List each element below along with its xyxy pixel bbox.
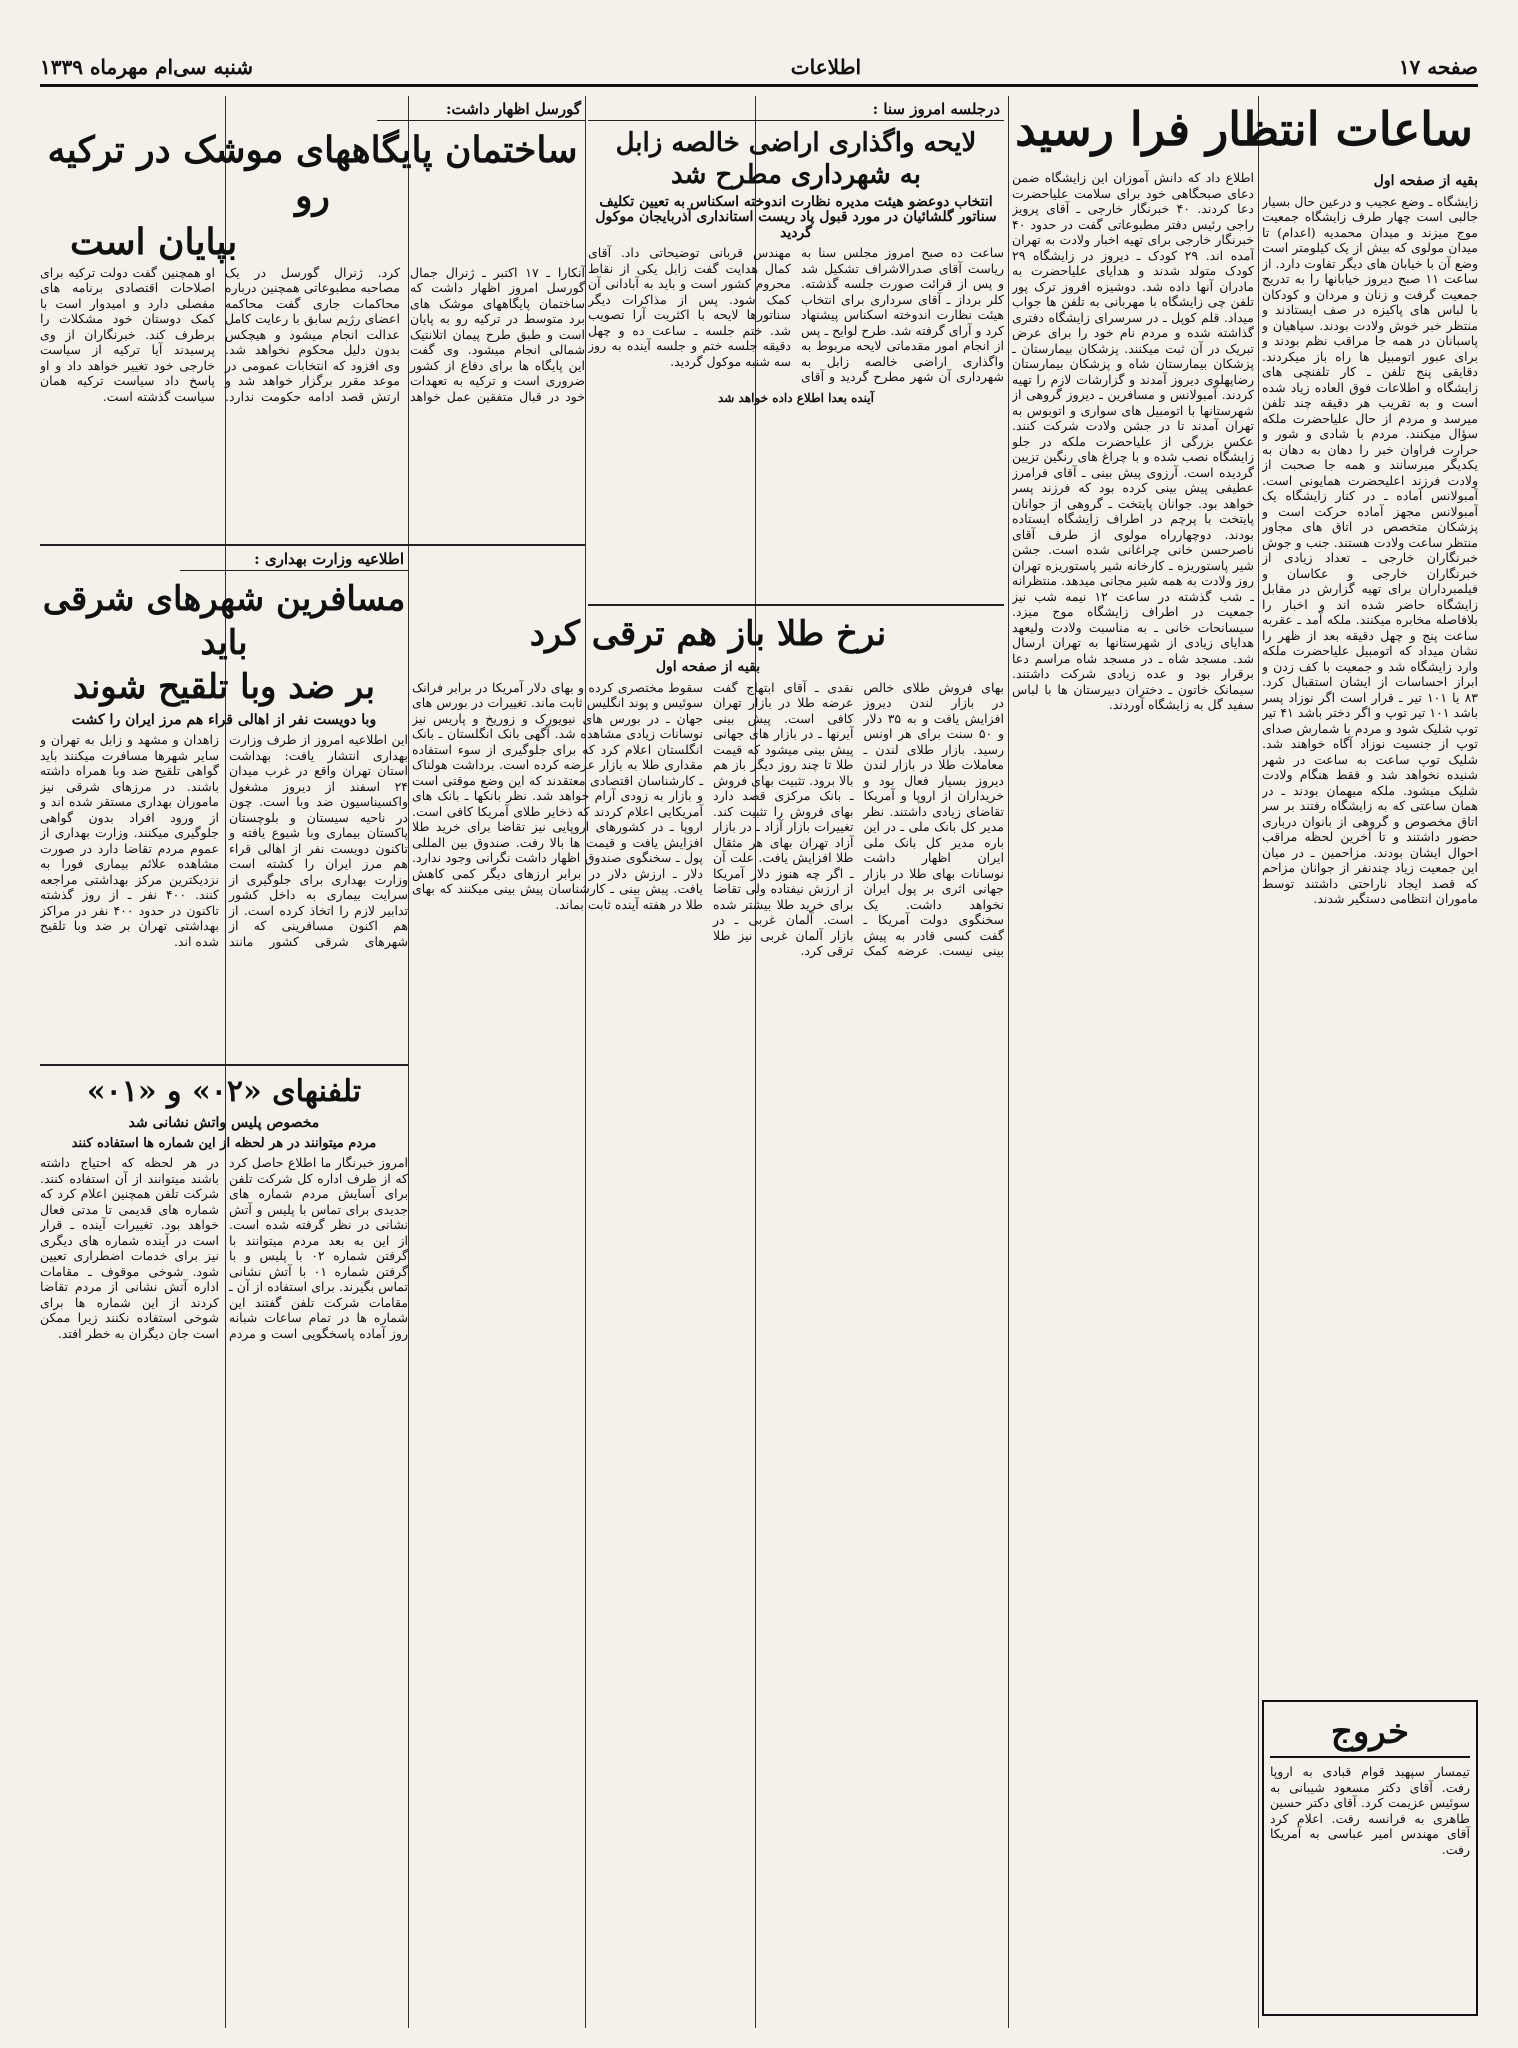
section-rule xyxy=(40,544,585,546)
section-rule xyxy=(40,1064,408,1066)
lead-continuation-column xyxy=(1012,170,1254,2026)
missiles-headline-2: بپایان است xyxy=(70,220,238,263)
senate-fineprint: آینده بعدا اطلاع داده خواهد شد xyxy=(718,390,874,405)
page-number: صفحه ۱۷ xyxy=(1398,55,1478,79)
senate-headline-2: به شهرداری مطرح شد xyxy=(671,159,921,190)
missiles-headline-1: ساختمان پایگاههای موشک در ترکیه رو xyxy=(47,128,578,217)
missiles-article xyxy=(40,100,585,540)
lead-body: زایشگاه ـ وضع عجیب و درعین حال بسیار جالبی است چهار طرف زایشگاه جمعیت موج میزند و میدان محمدیه (اعدام) تا میدان مولوی که بیش از یک کیلومتر است وضع آن با خیابان های دیگر تفاوت دارد. از ساعت ۱۱ صبح دیروز خیابانها را به تدریج جمعیت گرفت و زنان و مردان و کودکان با لباس های پاکیزه در صف ایستادند و منتظر خبر خوش ولادت بودند. سپاهیان و پاسبانان در همه جا مراقب نظم بودند و برای عبور اتومبیل ها راه باز میکردند. دقایقی پنج تلفن ـ کار تلفنچی های زایشگاه و اطلاعات فوق العاده زیاد شده است و به تقریب هر دقیقه چند تلفن میرسد و مردم از حال علیاحضرت ملکه سؤال میکنند. مردم با شادی و شور و حرارت فراوان خبر را دهان به دهان به یکدیگر میرسانند و همه جا صحبت از ولادت فرزند اعلیحضرت همایونی است. آمبولانس آماده ـ در کنار زایشگاه یک آمبولانس مجهز آماده حرکت است و پزشکان متخصص در اتاق های مجاور منتظر ساعت ولادت هستند. جنب و جوش خبرنگاران خارجی ـ تعداد زیادی از خبرنگاران خارجی و عکاسان و فیلمبرداران برای تهیه گزارش در مقابل زایشگاه حاضر شده اند و اخبار را بلافاصله مخابره میکنند. ملکه آمد ـ عقربه ساعت پنج و چهل دقیقه بعد از ظهر را نشان میداد که اتومبیل علیاحضرت ملکه وارد زایشگاه شد و جمعیت با کف زدن و ابراز احساسات از ایشان استقبال کرد. ۸۳ یا ۱۰۱ تیر ـ قرار است اگر نوزاد پسر باشد ۱۰۱ تیر توپ و اگر دختر باشد ۴۱ تیر توپ شلیک شود و مردم با شمارش صدای توپ از جنسیت نوزاد آگاه خواهند شد. شلیک توپ ساعت به ساعت در شهر شنیده نخواهد شد و فقط هنگام ولادت شلیک میشود. ملکه میهمان بودند ـ در همان ساعتی که به زایشگاه رفتند بر سر اتاق مخصوص و گروهی از بانوان درباری حضور داشتند و تا آخرین لحظه مراقب احوال ایشان بودند. مزاحمین ـ در میان این جمعیت زیاد چندنفر از جوانان مزاحم که قصد ایجاد ناراحتی داشتند توسط ماموران انتظامی دستگیر شدند. xyxy=(1262,193,1478,906)
masthead xyxy=(40,50,1478,87)
column-rule xyxy=(1008,96,1009,2028)
cholera-subheadline: وبا دویست نفر از اهالی قراء هم مرز ایران را کشت xyxy=(71,711,377,728)
cholera-headline-2: بر ضد وبا تلقیح شوند xyxy=(72,666,375,707)
gold-continued: بقیه از صفحه اول xyxy=(655,659,761,675)
khorooj-headline: خروج xyxy=(1270,1708,1470,1758)
senate-headline-1: لایحه واگذاری اراضی خالصه زابل xyxy=(615,127,977,158)
gold-body-2: سقوط مختصری کرده و بهای دلار آمریکا در برابر فرانک سوئیس و پوند انگلیس ثابت ماند. تغییرات در بورس های جهان ـ در بورس های نیویورک و زوریخ و پاریس نیز نوسانات زیادی مشاهده شد. آگهی بانک انگلستان ـ بانک انگلستان اعلام کرد که برای جلوگیری از سوء استفاده مقداری طلا به بازار عرضه کرده است. برداشت هولناک ـ کارشناسان اقتصادی معتقدند که این وضع موقتی است و بازار به زودی آرام خواهد شد. نظر بانکها ـ بانک های آمریکایی اعلام کردند که ذخایر طلای آمریکا کافی است. اروپا ـ در کشورهای اروپایی نیز تقاضا برای خرید طلا افزایش یافت و قیمت ها بالا رفت. صندوق بین المللی پول ـ سخنگوی صندوق اظهار داشت نگرانی وجود ندارد. دلار ـ ارزش دلار در برابر ارزهای دیگر کمی کاهش یافت. پیش بینی ـ کارشناسان پیش بینی میکنند که بهای طلا در هفته آینده ثابت بماند. xyxy=(412,679,703,912)
senate-kicker: درجلسه امروز سنا : xyxy=(588,100,1004,121)
senate-article xyxy=(588,100,1004,600)
senate-body: ساعت ده صبح امروز مجلس سنا به ریاست آقای صدرالاشراف تشکیل شد و پس از قرائت صورت جلسه گذشته. کلر برداز ـ آقای سرداری برای انتخاب هیئت نظارت اندوخته اسکناس پیشنهاد کرد و آرای گرفته شد. طرح لوایح ـ پس از انجام امور مقدماتی لایحه مربوط به واگذاری اراضی خالصه زابل به شهرداری آن شهر مطرح گردید و آقای مهندس قربانی توضیحاتی داد. آقای کمال هدایت گفت زابل یکی از نقاط محروم کشور است و باید به آبادانی آن کمک شود. پس از مذاکرات دیگر سناتورها لایحه با اکثریت آرا تصویب شد. ختم جلسه ـ ساعت ده و چهل دقیقه جلسه ختم و جلسه آینده به روز سه شنبه موکول گردید. xyxy=(588,245,1004,384)
lead-headline: ساعات انتظار فرا رسید xyxy=(1015,102,1473,156)
phones-subheadline-1: مخصوص پلیس واتش نشانی شد xyxy=(128,1115,320,1131)
paper-name: اطلاعات xyxy=(790,55,862,79)
column-rule xyxy=(1258,96,1259,2028)
issue-date: شنبه سی‌ام مهرماه ۱۳۳۹ xyxy=(40,55,254,79)
gold-columns xyxy=(412,680,1004,965)
gold-body: بهای فروش طلای خالص در بازار لندن دیروز افزایش یافت و به ۳۵ دلار و ۵۰ سنت برای هر اونس رسید. بازار طلای لندن ـ معاملات طلا در بازار لندن دیروز بسیار فعال بود و خریداران از اروپا و آمریکا تقاضای زیادی داشتند. نظر مدیر کل بانک ملی ـ در این باره مدیر کل بانک ملی ایران اظهار داشت نوسانات بهای طلا در بازار جهانی اثری بر پول ایران نخواهد داشت. یک سخنگوی دولت آمریکا ـ گفت کسی قادر به پیش بینی نیست. عرضه کمک نقدی ـ آقای ابتهاج گفت عرضه طلا در بازار تهران کافی است. پیش بینی آیرنها ـ در بازار های جهانی پیش بینی میشود که قیمت طلا تا چند روز دیگر باز هم بالا برود. تثبیت بهای فروش ـ بانک مرکزی قصد دارد بهای فروش را تثبیت کند. تغییرات بازار آزاد ـ در بازار آزاد تهران بهای هر مثقال طلا افزایش یافت. علت آن ـ اگر چه هنوز دلار آمریکا از ارزش نیفتاده ولی تقاضا برای خرید طلا بیشتر شده است. آلمان غربی ـ در بازار آلمان غربی نیز طلا ترقی کرد. xyxy=(713,679,1004,958)
missiles-body: آنکارا ـ ۱۷ اکتبر ـ ژنرال جمال گورسل امروز اظهار داشت که ساختمان پایگاههای موشک های برد متوسط در ترکیه رو به پایان است و طبق طرح پیمان اتلانتیک شمالی انجام میشود. وی گفت این پایگاه ها برای دفاع از کشور ضروری است و ترکیه به تعهدات خود در قبال متفقین عمل خواهد کرد. ژنرال گورسل در یک مصاحبه مطبوعاتی همچنین درباره محاکمات جاری گفت محاکمه اعضای رژیم سابق با رعایت کامل عدالت انجام میشود و هیچکس بدون دلیل محکوم نخواهد شد. وی افزود که انتخابات عمومی در موعد مقرر برگزار خواهد شد و ارتش قصد ادامه حکومت ندارد. او همچنین گفت دولت ترکیه برای اصلاحات اقتصادی برنامه های مفصلی دارد و امیدوار است با کمک دوستان خود مشکلات را برطرف کند. خبرنگاران از وی پرسیدند آیا ترکیه از سیاست خارجی خود تغییر خواهد داد و او پاسخ داد سیاست ترکیه همان سیاست گذشته است. xyxy=(40,264,585,404)
phones-headline: تلفنهای «۰۲» و «۰۱» xyxy=(86,1074,362,1109)
col2-body: اطلاع داد که دانش آموزان این زایشگاه ضمن دعای صبحگاهی خود برای سلامت علیاحضرت دعا کردند. ۴۰ خبرنگار خارجی ـ آقای پرویز راجی رئیس دفتر مطبوعاتی گفت در حدود ۴۰ خبرنگار خارجی برای تهیه اخبار ولادت به تهران آمده اند. ۲۹ کودک ـ دیروز در زایشگاه ۲۹ کودک متولد شدند و هدایای علیاحضرت به مادران آنها داده شد. دوشیزه افروز ترک پور تلفن چی زایشگاه با مهربانی به تلفن ها جواب میداد. قلم کوپل ـ در سرسرای زایشگاه دفتری گذاشته شده و مردم نام خود را برای عرض تبریک در آن ثبت میکنند. پزشکان بیمارستان ـ پزشکان بیمارستان شاه و پزشکان بیمارستان رضاپهلوی دیروز آمدند و گزارشات لازم را تهیه کردند. آمبولانس و مسافرین ـ دیروز گروهی از شهرستانها با اتومبیل های سواری و اتوبوس به تهران آمدند تا در جشن ولادت شرکت کنند. عکس بزرگی از علیاحضرت ملکه در جلو زایشگاه نصب شده و با چراغ های رنگین تزیین گردیده است. آرزوی پیش بینی ـ آقای فرامرز عطیفی پیش بینی کرده بود که فرزند پسر خواهد بود. جوانان پایتخت ـ گروهی از جوانان پایتخت با پرچم در اطراف زایشگاه ایستاده بودند. دوچهارراه مولوی از طرف آقای ناصرحسن خانی چراغانی شده است. جشن شیر پاستوریزه ـ کارخانه شیر پاستوریزه تهران روز ولادت به همه شیر مجانی میدهد. منتظرانه ـ شب گذشته در ساعت ۱۲ نیمه شب نیز جمعیت در اطراف زایشگاه موج میزد. سیسانحات خانی ـ به مناسبت ولادت ولیعهد هدایای زیادی از شهرستانها به تهران ارسال شد. مسجد شاه ـ در مسجد شاه مراسم دعا برقرار بود و عده زیادی شرکت داشتند. سیمانک خاتون ـ دختران دبیرستان ها با لباس سفید گل به زایشگاه آوردند. xyxy=(1012,170,1254,712)
lead-headline-box xyxy=(1010,100,1478,160)
section-rule xyxy=(588,604,1004,606)
phones-article xyxy=(40,1072,408,2026)
phones-subheadline-2: مردم میتوانند در هر لحظه از این شماره ها استفاده کنند xyxy=(71,1135,377,1151)
cholera-headline-1: مسافرین شهرهای شرقی باید xyxy=(42,578,406,663)
senate-subheadline: انتخاب دوعضو هیئت مدیره نظارت اندوخته اسکناس به تعیین تکلیف سناتور گلشائیان در مورد قبول پاد ریست استانداری آذربایجان موکول گردید xyxy=(595,193,997,241)
gold-headline: نرخ طلا باز هم ترقی کرد xyxy=(529,614,887,654)
phones-body: امروز خبرنگار ما اطلاع حاصل کرد که از طرف اداره کل شرکت تلفن برای آسایش مردم شماره های جدیدی برای تماس با پلیس و آتش نشانی در نظر گرفته شده است. از این به بعد مردم میتوانند با گرفتن شماره ۰۲ با پلیس و با گرفتن شماره ۰۱ با آتش نشانی تماس بگیرند. برای استفاده از آن ـ مقامات شرکت تلفن گفتند این شماره ها در تمام ساعات شبانه روز آماده پاسخگویی است و مردم در هر لحظه که احتیاج داشته باشند میتوانند از آن استفاده کنند. شرکت تلفن همچنین اعلام کرد که شماره های قدیمی تا مدتی فعال خواهد بود. تغییرات آینده ـ قرار است در آینده شماره های دیگری نیز برای خدمات اضطراری تعیین شود. شوخی موقوف ـ مقامات اداره آتش نشانی از مردم تقاضا کردند از این شماره ها برای شوخی استفاده نکنند زیرا ممکن است جان دیگران به خطر افتد. xyxy=(40,1155,408,1341)
khorooj-body: تیمسار سپهبد قوام قبادی به اروپا رفت. آقای دکتر مسعود شیبانی به سوئیس عزیمت کرد. آقای دکتر حسین طاهری به فرانسه رفت. اعلام کرد آقای مهندس امیر عباسی به آمریکا رفت. xyxy=(1270,1764,1470,1857)
khorooj-box xyxy=(1262,1700,1478,2016)
cholera-kicker: اطلاعیه وزارت بهداری : xyxy=(180,550,408,571)
lead-continued: بقیه از صفحه اول xyxy=(1373,173,1478,189)
cholera-article xyxy=(40,550,408,1060)
cholera-body: این اطلاعیه امروز از طرف وزارت بهداری انتشار یافت: بهداشت استان تهران واقع در غرب میدان ۲۴ اسفند از دیروز مشغول واکسیناسیون ضد وبا است. چون در ناحیه سیستان و بلوچستان پاکستان بیماری وبا شیوع یافته و تاکنون دویست نفر از اهالی قراء هم مرز ایران را کشته است وزارت بهداری برای جلوگیری از سرایت بیماری به داخل کشور تدابیر لازم را اتخاذ کرده است. از هم اکنون مسافرینی که از شهرهای شرقی کشور مانند زاهدان و مشهد و زابل به تهران و سایر شهرها مسافرت میکنند باید گواهی تلقیح ضد وبا همراه داشته باشند. در مرزهای شرقی نیز ماموران بهداری مستقر شده اند و از ورود افراد بدون گواهی جلوگیری میکنند. وزارت بهداری از عموم مردم تقاضا دارد در صورت مشاهده علائم بیماری فورا به نزدیکترین مرکز بهداشتی مراجعه کنند. ۴۰۰ نفر ـ از روز گذشته تاکنون در حدود ۴۰۰ نفر در مراکز بهداشتی تهران بر ضد وبا تلقیح شده اند. xyxy=(40,732,408,949)
gold-article xyxy=(412,612,1004,2026)
missiles-kicker: گورسل اظهار داشت: xyxy=(377,100,585,121)
lead-article xyxy=(1262,170,1478,1688)
